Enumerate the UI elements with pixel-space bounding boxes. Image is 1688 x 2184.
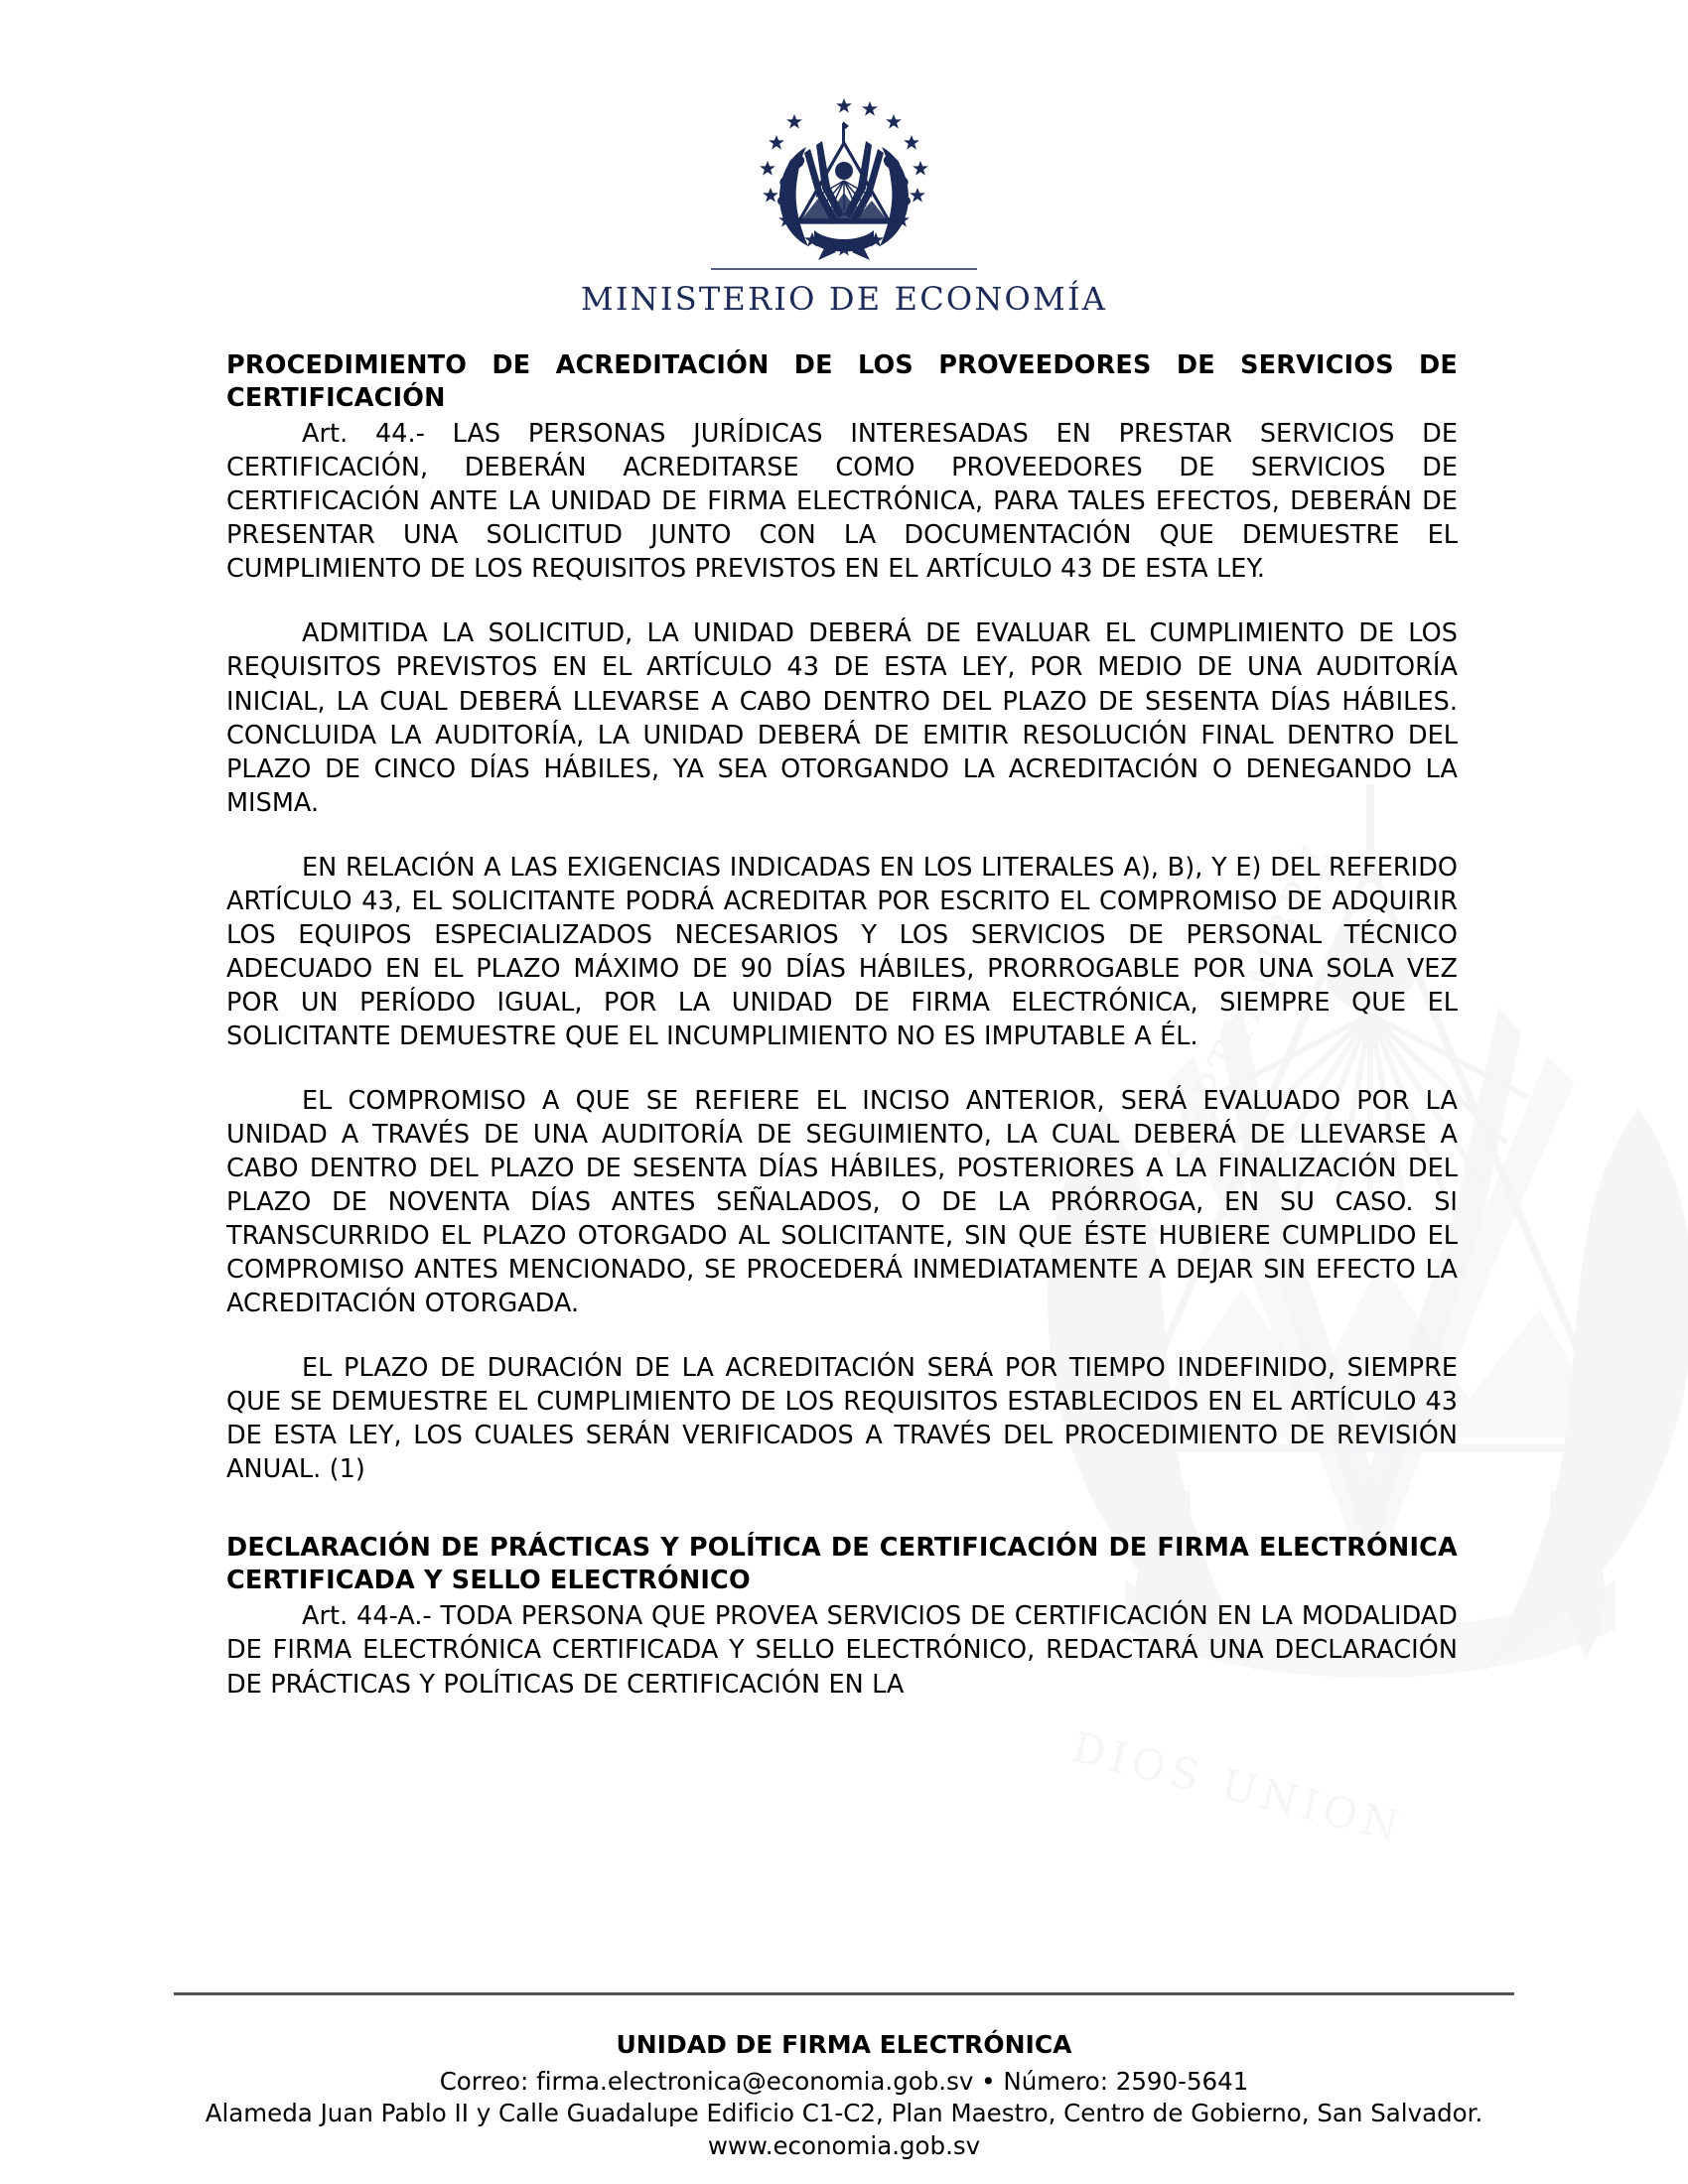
footer-divider <box>174 1992 1514 1995</box>
footer-address: Alameda Juan Pablo II y Calle Guadalupe Edificio C1-C2, Plan Maestro, Centro de Gobierno, San Salvador. <box>205 2099 1483 2128</box>
paragraph-plazo-duracion: EL PLAZO DE DURACIÓN DE LA ACREDITACIÓN SERÁ POR TIEMPO INDEFINIDO, SIEMPRE QUE SE DEMUESTRE EL CUMPLIMIENTO DE LOS REQUISITOS ESTABLECIDOS EN EL ARTÍCULO 43 DE ESTA LEY, LOS CUALES SERÁN VERIFICADOS A TRAVÉS DEL PROCEDIMIENTO DE REVISIÓN ANUAL. (1) <box>226 1353 1458 1485</box>
footer-contact: Correo: firma.electronica@economia.gob.sv • Número: 2590-5641 <box>439 2067 1249 2097</box>
paragraph-admitida-solicitud: ADMITIDA LA SOLICITUD, LA UNIDAD DEBERÁ DE EVALUAR EL CUMPLIMIENTO DE LOS REQUISITOS PREVISTOS EN EL ARTÍCULO 43 DE ESTA LEY, POR MEDIO DE UNA AUDITORÍA INICIAL, LA CUAL DEBERÁ LLEVARSE A CABO DENTRO DEL PLAZO DE SESENTA DÍAS HÁBILES. CONCLUIDA LA AUDITORÍA, LA UNIDAD DEBERÁ DE EMITIR RESOLUCIÓN FINAL DENTRO DEL PLAZO DE CINCO DÍAS HÁBILES, YA SEA OTORGANDO LA ACREDITACIÓN O DENEGANDO LA MISMA. <box>226 618 1458 818</box>
header-divider <box>711 268 977 270</box>
document-footer <box>0 1992 1688 2184</box>
section-heading-declaracion: DECLARACIÓN DE PRÁCTICAS Y POLÍTICA DE CERTIFICACIÓN DE FIRMA ELECTRÓNICA CERTIFICADA Y SELLO ELECTRÓNICO <box>226 1533 1458 1596</box>
el-salvador-coat-of-arms-icon <box>719 95 969 264</box>
footer-website: www.economia.gob.sv <box>707 2130 981 2160</box>
svg-text:DIOS UNION <box>1067 1722 1409 1846</box>
section-heading-acreditacion: PROCEDIMIENTO DE ACREDITACIÓN DE LOS PROVEEDORES DE SERVICIOS DE CERTIFICACIÓN <box>226 350 1458 414</box>
paragraph-art-44-a: Art. 44-A.- TODA PERSONA QUE PROVEA SERVICIOS DE CERTIFICACIÓN EN LA MODALIDAD DE FIRMA ELECTRÓNICA CERTIFICADA Y SELLO ELECTRÓNICO, REDACTARÁ UNA DECLARACIÓN DE PRÁCTICAS Y POLÍTICAS DE CERTIFICACIÓN EN LA <box>226 1601 1458 1700</box>
ministry-name: MINISTERIO DE ECONOMÍA <box>580 280 1108 318</box>
paragraph-relacion-exigencias: EN RELACIÓN A LAS EXIGENCIAS INDICADAS EN LOS LITERALES A), B), Y E) DEL REFERIDO ARTÍCULO 43, EL SOLICITANTE PODRÁ ACREDITAR POR ESCRITO EL COMPROMISO DE ADQUIRIR LOS EQUIPOS ESPECIALIZADOS NECESARIOS Y LOS SERVICIOS DE PERSONAL TÉCNICO ADECUADO EN EL PLAZO MÁXIMO DE 90 DÍAS HÁBILES, PRORROGABLE POR UNA SOLA VEZ POR UN PERÍODO IGUAL, POR LA UNIDAD DE FIRMA ELECTRÓNICA, SIEMPRE QUE EL SOLICITANTE DEMUESTRE QUE EL INCUMPLIMIENTO NO ES IMPUTABLE A ÉL. <box>226 852 1458 1051</box>
paragraph-compromiso-inciso: EL COMPROMISO A QUE SE REFIERE EL INCISO ANTERIOR, SERÁ EVALUADO POR LA UNIDAD A TRAVÉS DE UNA AUDITORÍA DE SEGUIMIENTO, LA CUAL DEBERÁ DE LLEVARSE A CABO DENTRO DEL PLAZO DE SESENTA DÍAS HÁBILES, POSTERIORES A LA FINALIZACIÓN DEL PLAZO DE NOVENTA DÍAS ANTES SEÑALADOS, O DE LA PRÓRROGA, EN SU CASO. SI TRANSCURRIDO EL PLAZO OTORGADO AL SOLICITANTE, SIN QUE ÉSTE HUBIERE CUMPLIDO EL COMPROMISO ANTES MENCIONADO, SE PROCEDERÁ INMEDIATAMENTE A DEJAR SIN EFECTO LA ACREDITACIÓN OTORGADA. <box>226 1085 1458 1318</box>
document-body <box>226 349 1458 1702</box>
paragraph-art-44: Art. 44.- LAS PERSONAS JURÍDICAS INTERESADAS EN PRESTAR SERVICIOS DE CERTIFICACIÓN, DEBERÁN ACREDITARSE COMO PROVEEDORES DE SERVICIOS DE CERTIFICACIÓN ANTE LA UNIDAD DE FIRMA ELECTRÓNICA, PARA TALES EFECTOS, DEBERÁN DE PRESENTAR UNA SOLICITUD JUNTO CON LA DOCUMENTACIÓN QUE DEMUESTRE EL CUMPLIMIENTO DE LOS REQUISITOS PREVISTOS EN EL ARTÍCULO 43 DE ESTA LEY. <box>226 419 1458 585</box>
document-header <box>0 0 1688 317</box>
footer-unit-title: UNIDAD DE FIRMA ELECTRÓNICA <box>616 2029 1072 2059</box>
